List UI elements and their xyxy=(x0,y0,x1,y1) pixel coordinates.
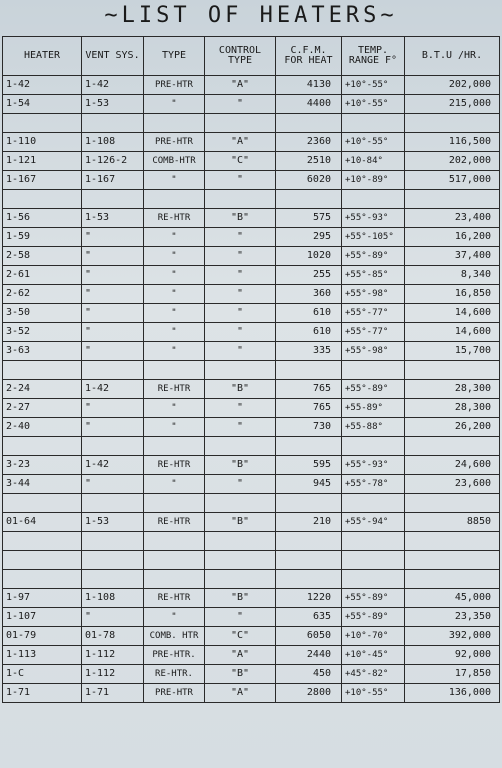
cell-control: "B" xyxy=(205,665,276,684)
cell-temp: +10°-55° xyxy=(342,76,405,95)
cell-btu: 136,000 xyxy=(405,684,500,703)
cell-control: " xyxy=(205,171,276,190)
cell-temp: +10°-55° xyxy=(342,133,405,152)
cell-cfm: 1220 xyxy=(276,589,342,608)
cell-control: "A" xyxy=(205,684,276,703)
cell-cfm: 575 xyxy=(276,209,342,228)
cell-control xyxy=(205,114,276,133)
cell-btu: 28,300 xyxy=(405,399,500,418)
cell-temp: +55°-93° xyxy=(342,456,405,475)
cell-temp xyxy=(342,532,405,551)
cell-vent: " xyxy=(82,418,144,437)
cell-heater: 2-24 xyxy=(3,380,82,399)
cell-heater: 1-167 xyxy=(3,171,82,190)
cell-type: RE-HTR xyxy=(144,380,205,399)
table-row xyxy=(3,247,500,266)
cell-cfm: 610 xyxy=(276,323,342,342)
cell-type: PRE-HTR xyxy=(144,76,205,95)
cell-btu: 37,400 xyxy=(405,247,500,266)
cell-heater xyxy=(3,114,82,133)
cell-vent: " xyxy=(82,228,144,247)
cell-heater: 3-50 xyxy=(3,304,82,323)
cell-control: "B" xyxy=(205,513,276,532)
cell-vent: 1-53 xyxy=(82,209,144,228)
cell-control xyxy=(205,570,276,589)
cell-control: "B" xyxy=(205,209,276,228)
cell-temp: +55°-77° xyxy=(342,304,405,323)
cell-cfm: 2440 xyxy=(276,646,342,665)
cell-temp xyxy=(342,114,405,133)
cell-temp: +55°-98° xyxy=(342,342,405,361)
cell-cfm: 4400 xyxy=(276,95,342,114)
cell-temp xyxy=(342,494,405,513)
cell-btu: 202,000 xyxy=(405,152,500,171)
cell-heater: 3-23 xyxy=(3,456,82,475)
cell-btu: 17,850 xyxy=(405,665,500,684)
cell-cfm: 1020 xyxy=(276,247,342,266)
cell-temp: +55°-78° xyxy=(342,475,405,494)
cell-vent xyxy=(82,361,144,380)
cell-control xyxy=(205,190,276,209)
cell-type: RE-HTR xyxy=(144,589,205,608)
cell-heater: 2-61 xyxy=(3,266,82,285)
cell-cfm: 595 xyxy=(276,456,342,475)
cell-vent: " xyxy=(82,304,144,323)
cell-cfm xyxy=(276,114,342,133)
cell-vent: 1-112 xyxy=(82,665,144,684)
table-row xyxy=(3,304,500,323)
cell-btu: 16,850 xyxy=(405,285,500,304)
cell-cfm: 945 xyxy=(276,475,342,494)
cell-heater xyxy=(3,551,82,570)
cell-heater: 2-27 xyxy=(3,399,82,418)
cell-heater xyxy=(3,437,82,456)
cell-temp xyxy=(342,570,405,589)
cell-vent: " xyxy=(82,266,144,285)
table-row xyxy=(3,209,500,228)
cell-cfm xyxy=(276,570,342,589)
header-cfm: C.F.M. FOR HEAT xyxy=(276,37,342,76)
cell-vent: 1-42 xyxy=(82,76,144,95)
cell-cfm: 255 xyxy=(276,266,342,285)
cell-heater: 1-107 xyxy=(3,608,82,627)
cell-cfm: 730 xyxy=(276,418,342,437)
cell-vent xyxy=(82,532,144,551)
cell-cfm xyxy=(276,494,342,513)
header-row xyxy=(3,37,500,76)
cell-vent: " xyxy=(82,285,144,304)
table-row xyxy=(3,399,500,418)
cell-type: PRE-HTR. xyxy=(144,646,205,665)
cell-temp: +55°-105° xyxy=(342,228,405,247)
cell-heater: 1-121 xyxy=(3,152,82,171)
table-row xyxy=(3,323,500,342)
cell-heater xyxy=(3,570,82,589)
table-row xyxy=(3,418,500,437)
cell-temp: +10°-45° xyxy=(342,646,405,665)
cell-type xyxy=(144,494,205,513)
cell-heater: 1-59 xyxy=(3,228,82,247)
cell-heater: 3-63 xyxy=(3,342,82,361)
cell-temp xyxy=(342,190,405,209)
cell-btu: 392,000 xyxy=(405,627,500,646)
cell-vent: " xyxy=(82,247,144,266)
cell-heater: 3-52 xyxy=(3,323,82,342)
cell-type xyxy=(144,570,205,589)
header-control-type: CONTROL TYPE xyxy=(205,37,276,76)
cell-btu xyxy=(405,570,500,589)
cell-btu: 23,600 xyxy=(405,475,500,494)
cell-type: " xyxy=(144,304,205,323)
cell-control: "A" xyxy=(205,76,276,95)
cell-type: " xyxy=(144,247,205,266)
cell-cfm: 210 xyxy=(276,513,342,532)
table-body xyxy=(3,76,500,703)
cell-heater: 1-113 xyxy=(3,646,82,665)
cell-control: " xyxy=(205,285,276,304)
cell-btu: 8850 xyxy=(405,513,500,532)
cell-btu xyxy=(405,494,500,513)
cell-btu: 23,400 xyxy=(405,209,500,228)
header-heater: HEATER xyxy=(3,37,82,76)
cell-control: "B" xyxy=(205,589,276,608)
cell-cfm xyxy=(276,551,342,570)
cell-control xyxy=(205,437,276,456)
cell-cfm xyxy=(276,437,342,456)
table-row xyxy=(3,437,500,456)
cell-btu: 8,340 xyxy=(405,266,500,285)
cell-heater xyxy=(3,494,82,513)
cell-heater: 3-44 xyxy=(3,475,82,494)
cell-control: " xyxy=(205,266,276,285)
cell-control: " xyxy=(205,475,276,494)
cell-type: " xyxy=(144,95,205,114)
table-row xyxy=(3,627,500,646)
cell-temp: +45°-82° xyxy=(342,665,405,684)
table-row xyxy=(3,551,500,570)
cell-type: RE-HTR xyxy=(144,456,205,475)
cell-cfm xyxy=(276,190,342,209)
cell-temp xyxy=(342,551,405,570)
cell-heater: 2-40 xyxy=(3,418,82,437)
table-row xyxy=(3,684,500,703)
cell-heater xyxy=(3,361,82,380)
table-row xyxy=(3,494,500,513)
cell-btu: 45,000 xyxy=(405,589,500,608)
cell-control: " xyxy=(205,608,276,627)
cell-vent xyxy=(82,190,144,209)
cell-vent: 1-53 xyxy=(82,95,144,114)
cell-temp: +55-89° xyxy=(342,399,405,418)
header-btu: B.T.U /HR. xyxy=(405,37,500,76)
cell-btu xyxy=(405,361,500,380)
cell-vent: " xyxy=(82,323,144,342)
cell-type: " xyxy=(144,399,205,418)
table-row xyxy=(3,456,500,475)
header-vent-sys: VENT SYS. xyxy=(82,37,144,76)
cell-type: PRE-HTR xyxy=(144,133,205,152)
page-title: ~LIST OF HEATERS~ xyxy=(104,3,398,28)
cell-temp: +10°-70° xyxy=(342,627,405,646)
cell-control: "A" xyxy=(205,133,276,152)
table-row xyxy=(3,532,500,551)
cell-temp xyxy=(342,437,405,456)
cell-temp: +55°-98° xyxy=(342,285,405,304)
cell-vent: 01-78 xyxy=(82,627,144,646)
cell-cfm: 2510 xyxy=(276,152,342,171)
cell-btu: 517,000 xyxy=(405,171,500,190)
table-row xyxy=(3,608,500,627)
cell-control: "B" xyxy=(205,380,276,399)
table-row xyxy=(3,228,500,247)
cell-vent: 1-108 xyxy=(82,589,144,608)
cell-btu: 14,600 xyxy=(405,323,500,342)
cell-cfm: 4130 xyxy=(276,76,342,95)
cell-btu xyxy=(405,437,500,456)
table-row xyxy=(3,665,500,684)
cell-cfm: 450 xyxy=(276,665,342,684)
cell-heater: 1-54 xyxy=(3,95,82,114)
cell-vent: " xyxy=(82,399,144,418)
table-row xyxy=(3,266,500,285)
cell-temp: +10-84° xyxy=(342,152,405,171)
cell-btu xyxy=(405,532,500,551)
cell-vent: 1-108 xyxy=(82,133,144,152)
cell-btu: 215,000 xyxy=(405,95,500,114)
cell-type xyxy=(144,190,205,209)
cell-control: "C" xyxy=(205,627,276,646)
cell-type: RE-HTR xyxy=(144,209,205,228)
cell-heater: 01-79 xyxy=(3,627,82,646)
cell-heater: 1-71 xyxy=(3,684,82,703)
cell-temp: +55°-89° xyxy=(342,380,405,399)
cell-btu: 16,200 xyxy=(405,228,500,247)
cell-temp: +55°-89° xyxy=(342,608,405,627)
table-row xyxy=(3,342,500,361)
cell-btu xyxy=(405,551,500,570)
header-temp-range: TEMP. RANGE F° xyxy=(342,37,405,76)
cell-heater xyxy=(3,190,82,209)
cell-temp: +55°-94° xyxy=(342,513,405,532)
cell-control: " xyxy=(205,95,276,114)
cell-heater xyxy=(3,532,82,551)
cell-control: " xyxy=(205,323,276,342)
cell-control: " xyxy=(205,342,276,361)
cell-type: " xyxy=(144,285,205,304)
cell-heater: 1-56 xyxy=(3,209,82,228)
cell-btu: 28,300 xyxy=(405,380,500,399)
table-row xyxy=(3,380,500,399)
cell-heater: 2-62 xyxy=(3,285,82,304)
table-row xyxy=(3,133,500,152)
cell-vent: 1-42 xyxy=(82,456,144,475)
table-row xyxy=(3,285,500,304)
cell-type xyxy=(144,114,205,133)
cell-btu: 14,600 xyxy=(405,304,500,323)
cell-cfm: 335 xyxy=(276,342,342,361)
cell-cfm: 610 xyxy=(276,304,342,323)
cell-btu: 15,700 xyxy=(405,342,500,361)
cell-control: "A" xyxy=(205,646,276,665)
cell-vent: " xyxy=(82,608,144,627)
cell-type xyxy=(144,551,205,570)
cell-cfm: 2360 xyxy=(276,133,342,152)
table-row xyxy=(3,152,500,171)
cell-btu: 116,500 xyxy=(405,133,500,152)
header-type: TYPE xyxy=(144,37,205,76)
cell-vent xyxy=(82,437,144,456)
cell-btu xyxy=(405,190,500,209)
cell-heater: 1-110 xyxy=(3,133,82,152)
table-row xyxy=(3,475,500,494)
cell-vent xyxy=(82,114,144,133)
cell-btu: 23,350 xyxy=(405,608,500,627)
cell-vent xyxy=(82,494,144,513)
cell-temp: +10°-55° xyxy=(342,95,405,114)
table-row xyxy=(3,570,500,589)
cell-temp: +55°-89° xyxy=(342,247,405,266)
cell-vent: 1-71 xyxy=(82,684,144,703)
cell-type: COMB. HTR xyxy=(144,627,205,646)
table-row xyxy=(3,589,500,608)
table-row xyxy=(3,76,500,95)
cell-temp: +55°-93° xyxy=(342,209,405,228)
cell-vent xyxy=(82,551,144,570)
cell-type: " xyxy=(144,342,205,361)
cell-vent xyxy=(82,570,144,589)
cell-temp: +10°-89° xyxy=(342,171,405,190)
table-row xyxy=(3,361,500,380)
cell-cfm: 6020 xyxy=(276,171,342,190)
cell-control: " xyxy=(205,304,276,323)
cell-control: " xyxy=(205,418,276,437)
cell-cfm xyxy=(276,532,342,551)
table-row xyxy=(3,190,500,209)
cell-control: "B" xyxy=(205,456,276,475)
cell-vent: 1-126-2 xyxy=(82,152,144,171)
cell-btu: 202,000 xyxy=(405,76,500,95)
cell-btu: 92,000 xyxy=(405,646,500,665)
cell-control xyxy=(205,361,276,380)
cell-control xyxy=(205,532,276,551)
cell-cfm: 765 xyxy=(276,399,342,418)
cell-type: " xyxy=(144,475,205,494)
cell-control: "C" xyxy=(205,152,276,171)
cell-cfm: 295 xyxy=(276,228,342,247)
table-row xyxy=(3,513,500,532)
cell-type xyxy=(144,361,205,380)
cell-control xyxy=(205,494,276,513)
cell-type xyxy=(144,532,205,551)
cell-type: " xyxy=(144,608,205,627)
table-row xyxy=(3,114,500,133)
cell-vent: 1-42 xyxy=(82,380,144,399)
cell-heater: 1-C xyxy=(3,665,82,684)
cell-type: RE-HTR xyxy=(144,513,205,532)
cell-temp: +55°-85° xyxy=(342,266,405,285)
cell-temp: +55-88° xyxy=(342,418,405,437)
cell-btu xyxy=(405,114,500,133)
cell-type: COMB-HTR xyxy=(144,152,205,171)
cell-temp: +55°-77° xyxy=(342,323,405,342)
cell-type: RE-HTR. xyxy=(144,665,205,684)
cell-cfm: 2800 xyxy=(276,684,342,703)
cell-type: " xyxy=(144,228,205,247)
cell-type xyxy=(144,437,205,456)
cell-vent: " xyxy=(82,475,144,494)
cell-control xyxy=(205,551,276,570)
cell-cfm: 360 xyxy=(276,285,342,304)
cell-cfm: 635 xyxy=(276,608,342,627)
table-row xyxy=(3,171,500,190)
cell-heater: 01-64 xyxy=(3,513,82,532)
cell-vent: " xyxy=(82,342,144,361)
cell-cfm xyxy=(276,361,342,380)
cell-cfm: 765 xyxy=(276,380,342,399)
table-row xyxy=(3,646,500,665)
cell-vent: 1-53 xyxy=(82,513,144,532)
cell-control: " xyxy=(205,228,276,247)
cell-control: " xyxy=(205,247,276,266)
cell-type: PRE-HTR xyxy=(144,684,205,703)
cell-vent: 1-167 xyxy=(82,171,144,190)
cell-vent: 1-112 xyxy=(82,646,144,665)
cell-heater: 1-42 xyxy=(3,76,82,95)
cell-type: " xyxy=(144,323,205,342)
cell-control: " xyxy=(205,399,276,418)
cell-temp: +10°-55° xyxy=(342,684,405,703)
cell-temp: +55°-89° xyxy=(342,589,405,608)
table-row xyxy=(3,95,500,114)
cell-temp xyxy=(342,361,405,380)
cell-btu: 24,600 xyxy=(405,456,500,475)
cell-type: " xyxy=(144,418,205,437)
cell-type: " xyxy=(144,171,205,190)
cell-heater: 1-97 xyxy=(3,589,82,608)
heater-table xyxy=(2,36,500,703)
cell-cfm: 6050 xyxy=(276,627,342,646)
cell-btu: 26,200 xyxy=(405,418,500,437)
cell-type: " xyxy=(144,266,205,285)
cell-heater: 2-58 xyxy=(3,247,82,266)
